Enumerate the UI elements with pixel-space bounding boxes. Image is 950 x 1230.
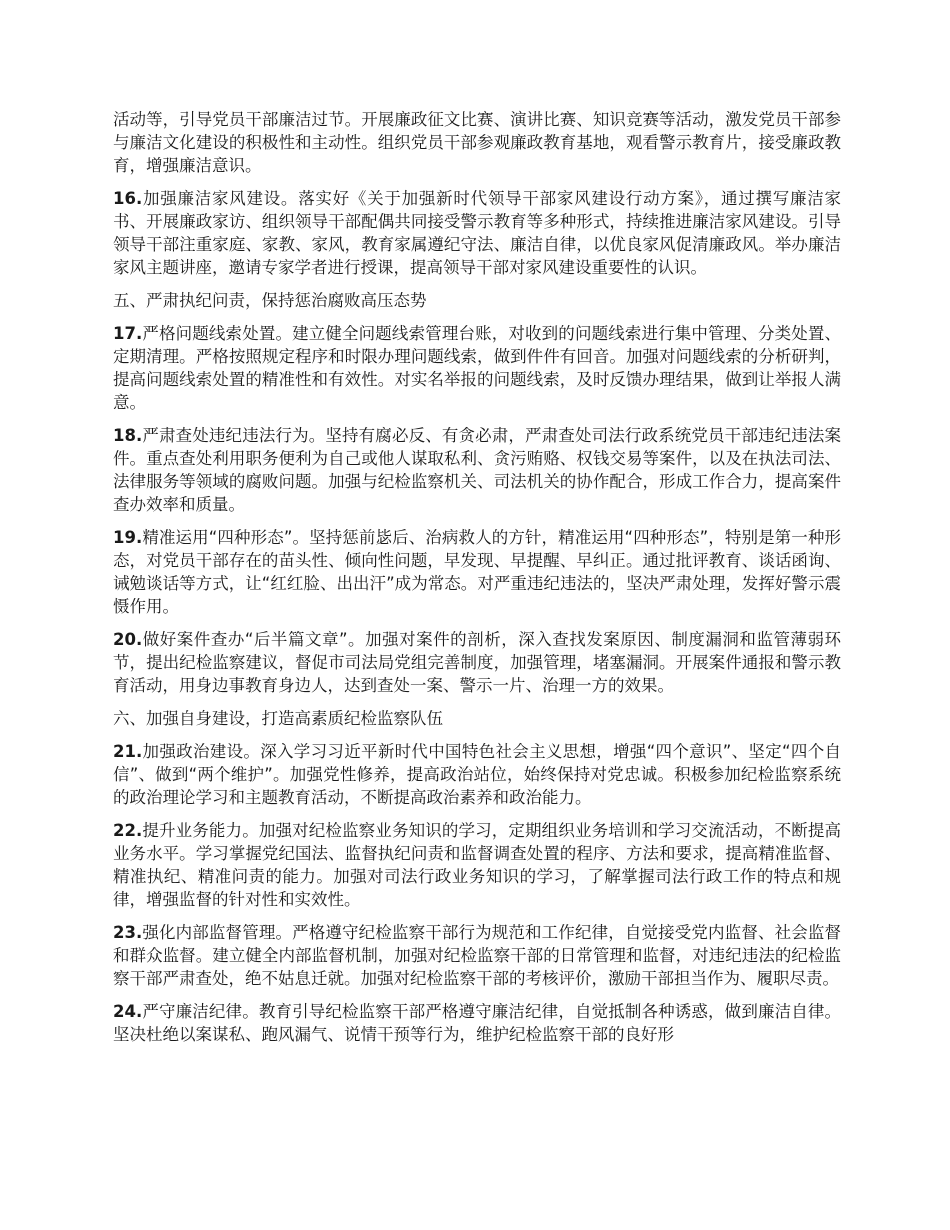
item-lead: 严肃查处违纪违法行为。 [142,426,326,445]
item-lead: 加强廉洁家风建设。 [142,189,299,208]
paragraph-item-18 [113,424,841,516]
item-text: 落实好《关于加强新时代领导干部家风建设行动方案》，通过撰写廉洁家书、开展廉政家访、组织领导干部配偶共同接受警示教育等多种形式，持续推进廉洁家风建设。引导领导干部注重家庭、家教、家风，教育家属遵纪守法、廉洁自律，以优良家风促清廉政风。举办廉洁家风主题讲座，邀请专家学者进行授课，提高领导干部对家风建设重要性的认识。 [113,189,842,277]
item-text: 坚持惩前毖后、治病救人的方针，精准运用“四种形态”，特别是第一种形态，对党员干部存在的苗头性、倾向性问题，早发现、早提醒、早纠正。通过批评教育、谈话函询、诫勉谈话等方式，让“红红脸、出出汗”成为常态。对严重违纪违法的，坚决严肃处理，发挥好警示震慑作用。 [113,528,841,616]
item-number: 20. [113,630,143,649]
item-number: 21. [113,742,143,761]
item-lead: 做好案件查办“后半篇文章”。 [142,630,366,649]
item-lead: 提升业务能力。 [142,821,259,840]
item-number: 16. [113,189,143,208]
paragraph-item-20 [113,628,841,697]
paragraph-continuation: 活动等，引导党员干部廉洁过节。开展廉政征文比赛、演讲比赛、知识竞赛等活动，激发党员干部参与廉洁文化建设的积极性和主动性。组织党员干部参观廉政教育基地，观看警示教育片，接受廉政教育，增强廉洁意识。 [113,110,841,175]
item-number: 24. [113,1002,143,1021]
paragraph-item-21 [113,740,841,809]
paragraph-item-17 [113,322,841,414]
item-text: 严格遵守纪检监察干部行为规范和工作纪律，自觉接受党内监督、社会监督和群众监督。建立健全内部监督机制，加强对纪检监察干部的日常管理和监督，对违纪违法的纪检监察干部严肃查处，绝不姑息迁就。加强对纪检监察干部的考核评价，激励干部担当作为、履职尽责。 [113,923,842,988]
item-lead: 严守廉洁纪律。 [142,1002,259,1021]
section-heading-6: 六、加强自身建设，打造高素质纪检监察队伍 [113,709,443,728]
item-number: 17. [113,324,143,343]
section-heading-5: 五、严肃执纪问责，保持惩治腐败高压态势 [113,291,427,310]
item-number: 18. [113,426,143,445]
item-lead: 严格问题线索处置。 [142,324,293,343]
document-body [113,108,841,1056]
item-text: 教育引导纪检监察干部严格遵守廉洁纪律，自觉抵制各种诱惑，做到廉洁自律。坚决杜绝以案谋私、跑风漏气、说情干预等行为，维护纪检监察干部的良好形 [113,1002,842,1044]
item-lead: 强化内部监督管理。 [142,923,293,942]
paragraph-item-19 [113,526,841,618]
item-number: 23. [113,923,143,942]
paragraph-item-23 [113,921,841,990]
item-number: 19. [113,528,143,547]
item-lead: 加强政治建设。 [142,742,261,761]
item-text: 建立健全问题线索管理台账，对收到的问题线索进行集中管理、分类处置、定期清理。严格按照规定程序和时限办理问题线索，做到件件有回音。加强对问题线索的分析研判，提高问题线索处置的精准性和有效性。对实名举报的问题线索，及时反馈办理结果，做到让举报人满意。 [113,324,842,412]
paragraph-item-24 [113,1000,841,1046]
item-number: 22. [113,821,143,840]
item-text: 深入学习习近平新时代中国特色社会主义思想，增强“四个意识”、坚定“四个自信”、做到“两个维护”。加强党性修养，提高政治站位，始终保持对党忠诚。积极参加纪检监察系统的政治理论学习和主题教育活动，不断提高政治素养和政治能力。 [113,742,842,807]
item-text: 坚持有腐必反、有贪必肃，严肃查处司法行政系统党员干部违纪违法案件。重点查处利用职务便利为自己或他人谋取私利、贪污贿赂、权钱交易等案件，以及在执法司法、法律服务等领域的腐败问题。加强与纪检监察机关、司法机关的协作配合，形成工作合力，提高案件查办效率和质量。 [113,426,842,514]
paragraph-item-16 [113,187,841,279]
item-text: 加强对纪检监察业务知识的学习，定期组织业务培训和学习交流活动，不断提高业务水平。学习掌握党纪国法、监督执纪问责和监督调查处置的程序、方法和要求，提高精准监督、精准执纪、精准问责的能力。加强对司法行政业务知识的学习，了解掌握司法行政工作的特点和规律，增强监督的针对性和实效性。 [113,821,842,909]
paragraph-item-22 [113,819,841,911]
item-text: 加强对案件的剖析，深入查找发案原因、制度漏洞和监管薄弱环节，提出纪检监察建议，督促市司法局党组完善制度，加强管理，堵塞漏洞。开展案件通报和警示教育活动，用身边事教育身边人，达到查处一案、警示一片、治理一方的效果。 [113,630,841,695]
item-lead: 精准运用“四种形态”。 [142,528,310,547]
